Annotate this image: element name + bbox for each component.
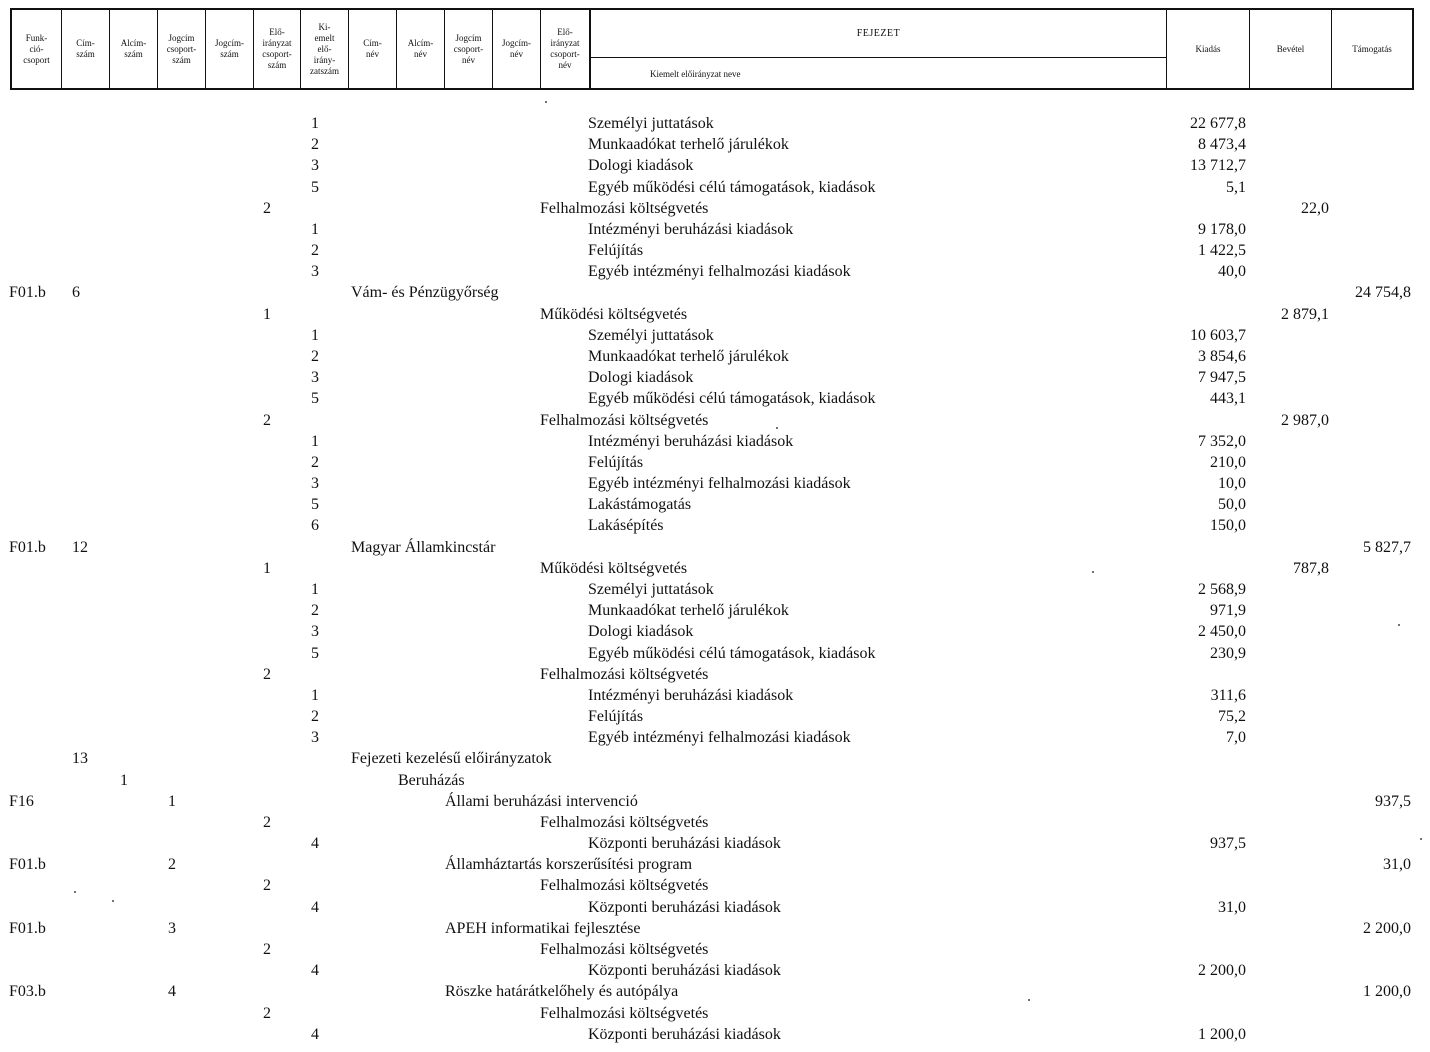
header-fejezet-divider — [590, 10, 1167, 88]
item-name-cell: Lakásépítés — [588, 517, 664, 535]
cim-szam-cell: 6 — [72, 284, 80, 302]
header-eloiranyzat-csoport-szam: Elő- irányzat csoport- szám — [254, 10, 301, 88]
item-name-cell: Beruházás — [398, 771, 465, 789]
kiadas-value: 971,9 — [1210, 602, 1246, 620]
header-jogcim-nev: Jogcím- név — [493, 10, 541, 88]
kiadas-value: 22 677,8 — [1190, 115, 1246, 132]
header-bevetel: Bevétel — [1250, 10, 1332, 88]
kiadas-value: 230,9 — [1210, 644, 1246, 662]
header-kiemelt-eloiranyzat-szam: Ki- emelt elő- irány- zatszám — [301, 10, 349, 88]
item-name-cell: Felhalmozási költségvetés — [540, 199, 709, 217]
scan-speck — [776, 427, 778, 429]
jogcim-csoport-szam-cell: 2 — [168, 856, 176, 874]
kiemelt-eloiranyzat-szam-cell: 1 — [311, 580, 319, 598]
table-row — [0, 367, 1430, 388]
item-name-cell: Működési költségvetés — [540, 305, 688, 323]
item-name-cell: Dologi kiadások — [588, 623, 694, 641]
kiadas-value: 937,5 — [1210, 835, 1246, 853]
scan-speck — [1028, 999, 1030, 1001]
kiadas-value: 7,0 — [1226, 729, 1246, 747]
kiemelt-eloiranyzat-szam-cell: 5 — [311, 390, 319, 408]
table-row — [0, 177, 1430, 198]
kiadas-value: 2 568,9 — [1198, 580, 1246, 598]
item-name-cell: Felújítás — [588, 242, 644, 260]
kiadas-value: 13 712,7 — [1190, 157, 1246, 175]
table-row — [0, 854, 1430, 875]
item-name-cell: Felhalmozási költségvetés — [540, 941, 709, 959]
item-name-cell: Magyar Államkincstár — [351, 538, 496, 556]
scan-speck — [1398, 624, 1400, 626]
header-funkcio-csoport: Funk- ció- csoport — [12, 10, 62, 88]
item-name-cell: Állami beruházási intervenció — [445, 792, 638, 810]
header-jogcim-csoport-szam: Jogcím csoport- szám — [158, 10, 206, 88]
header-cim-nev: Cím- név — [349, 10, 397, 88]
table-row — [0, 452, 1430, 473]
kiemelt-eloiranyzat-szam-cell: 4 — [311, 835, 319, 853]
table-row — [0, 388, 1430, 409]
item-name-cell: Központi beruházási kiadások — [588, 898, 781, 916]
item-name-cell: Felújítás — [588, 453, 644, 471]
item-name-cell: Munkaadókat terhelő járulékok — [588, 602, 789, 620]
header-tamogatas: Támogatás — [1352, 43, 1392, 54]
kiemelt-eloiranyzat-szam-cell: 1 — [311, 432, 319, 450]
tamogatas-value: 31,0 — [1383, 856, 1411, 874]
table-row — [0, 664, 1430, 685]
table-row — [0, 897, 1430, 918]
item-name-cell: Felhalmozási költségvetés — [540, 411, 709, 429]
table-row — [0, 812, 1430, 833]
scan-speck — [74, 891, 76, 893]
table-row — [0, 918, 1430, 939]
item-name-cell: Felújítás — [588, 708, 644, 726]
table-row — [0, 558, 1430, 579]
item-name-cell: Munkaadókat terhelő járulékok — [588, 347, 789, 365]
tamogatas-value: 1 200,0 — [1363, 983, 1411, 1001]
item-name-cell: APEH informatikai fejlesztése — [445, 919, 641, 937]
kiemelt-eloiranyzat-szam-cell: 6 — [311, 517, 319, 535]
table-row — [0, 981, 1430, 1002]
eloiranyzat-csoport-szam-cell: 2 — [263, 941, 271, 959]
item-name-cell: Intézményi beruházási kiadások — [588, 220, 794, 238]
kiemelt-eloiranyzat-szam-cell: 3 — [311, 263, 319, 281]
tamogatas-value: 2 200,0 — [1363, 919, 1411, 937]
scan-speck — [112, 900, 114, 902]
kiadas-value: 3 854,6 — [1198, 347, 1246, 365]
kiadas-value: 10 603,7 — [1190, 326, 1246, 344]
item-name-cell: Intézményi beruházási kiadások — [588, 432, 794, 450]
kiemelt-eloiranyzat-szam-cell: 3 — [311, 729, 319, 747]
jogcim-csoport-szam-cell: 1 — [168, 792, 176, 810]
alcim-szam-cell: 1 — [120, 771, 128, 789]
item-name-cell: Központi beruházási kiadások — [588, 1025, 781, 1043]
kiemelt-eloiranyzat-szam-cell: 2 — [311, 602, 319, 620]
table-row — [0, 791, 1430, 812]
item-name-cell: Dologi kiadások — [588, 157, 694, 175]
bevetel-value: 2 987,0 — [1281, 411, 1329, 429]
item-name-cell: Felhalmozási költségvetés — [540, 813, 709, 831]
table-row — [0, 473, 1430, 494]
item-name-cell: Központi beruházási kiadások — [588, 962, 781, 980]
item-name-cell: Egyéb működési célú támogatások, kiadások — [588, 390, 876, 408]
header-jogcim-csoport-nev: Jogcím csoport- név — [445, 10, 493, 88]
kiemelt-eloiranyzat-szam-cell: 2 — [311, 708, 319, 726]
table-row — [0, 219, 1430, 240]
kiadas-value: 7 947,5 — [1198, 369, 1246, 387]
item-name-cell: Egyéb működési célú támogatások, kiadások — [588, 178, 876, 196]
table-row — [0, 727, 1430, 748]
eloiranyzat-csoport-szam-cell: 2 — [263, 199, 271, 217]
item-name-cell: Egyéb működési célú támogatások, kiadások — [588, 644, 876, 662]
kiemelt-eloiranyzat-szam-cell: 4 — [311, 962, 319, 980]
item-name-cell: Személyi juttatások — [588, 326, 714, 344]
item-name-cell: Felhalmozási költségvetés — [540, 877, 709, 895]
table-row — [0, 579, 1430, 600]
kiemelt-eloiranyzat-szam-cell: 5 — [311, 644, 319, 662]
table-row — [0, 643, 1430, 664]
bevetel-value: 787,8 — [1293, 559, 1329, 577]
kiadas-value: 150,0 — [1210, 517, 1246, 535]
table-row — [0, 346, 1430, 367]
item-name-cell: Személyi juttatások — [588, 115, 714, 132]
kiadas-value: 8 473,4 — [1198, 136, 1246, 154]
item-name-cell: Államháztartás korszerűsítési program — [445, 856, 693, 874]
kiemelt-eloiranyzat-szam-cell: 2 — [311, 453, 319, 471]
item-name-cell: Felhalmozási költségvetés — [540, 1004, 709, 1022]
kiadas-value: 31,0 — [1218, 898, 1246, 916]
kiadas-value: 1 200,0 — [1198, 1025, 1246, 1043]
kiadas-value: 40,0 — [1218, 263, 1246, 281]
table-row — [0, 282, 1430, 303]
kiemelt-eloiranyzat-szam-cell: 2 — [311, 347, 319, 365]
cim-szam-cell: 13 — [72, 750, 88, 768]
header-cim-szam: Cím- szám — [62, 10, 110, 88]
kiadas-value: 10,0 — [1218, 475, 1246, 493]
header-eloiranyzat-csoport-nev: Elő- irányzat csoport- név — [541, 10, 590, 88]
item-name-cell: Felhalmozási költségvetés — [540, 665, 709, 683]
kiemelt-eloiranyzat-szam-cell: 3 — [311, 369, 319, 387]
item-name-cell: Működési költségvetés — [540, 559, 688, 577]
eloiranyzat-csoport-szam-cell: 2 — [263, 1004, 271, 1022]
header-alcim-szam: Alcím- szám — [110, 10, 158, 88]
item-name-cell: Lakástámogatás — [588, 496, 692, 514]
table-row — [0, 515, 1430, 536]
table-row — [0, 833, 1430, 854]
table-row — [0, 685, 1430, 706]
item-name-cell: Egyéb intézményi felhalmozási kiadások — [588, 263, 851, 281]
table-row — [0, 537, 1430, 558]
table-row — [0, 155, 1430, 176]
table-row — [0, 875, 1430, 896]
kiemelt-eloiranyzat-szam-cell: 1 — [311, 115, 319, 132]
item-name-cell: Vám- és Pénzügyőrség — [351, 284, 499, 302]
table-row — [0, 325, 1430, 346]
item-name-cell: Röszke határátkelőhely és autópálya — [445, 983, 679, 1001]
eloiranyzat-csoport-szam-cell: 2 — [263, 813, 271, 831]
funkcio-csoport-cell: F01.b — [9, 538, 46, 556]
kiemelt-eloiranyzat-szam-cell: 3 — [311, 623, 319, 641]
item-name-cell: Személyi juttatások — [588, 580, 714, 598]
funkcio-csoport-cell: F01.b — [9, 284, 46, 302]
table-row — [0, 621, 1430, 642]
table-row — [0, 748, 1430, 769]
scan-speck — [545, 101, 547, 103]
jogcim-csoport-szam-cell: 3 — [168, 919, 176, 937]
kiemelt-eloiranyzat-szam-cell: 5 — [311, 496, 319, 514]
kiadas-value: 1 422,5 — [1198, 242, 1246, 260]
table-row — [0, 1024, 1430, 1045]
kiadas-value: 5,1 — [1226, 178, 1246, 196]
kiemelt-eloiranyzat-szam-cell: 1 — [311, 686, 319, 704]
kiadas-value: 7 352,0 — [1198, 432, 1246, 450]
table-row — [0, 304, 1430, 325]
header-jogcim-szam: Jogcím- szám — [206, 10, 254, 88]
funkcio-csoport-cell: F16 — [9, 792, 34, 810]
kiemelt-eloiranyzat-szam-cell: 3 — [311, 475, 319, 493]
item-name-cell: Fejezeti kezelésű előirányzatok — [351, 750, 552, 768]
kiadas-value: 9 178,0 — [1198, 220, 1246, 238]
table-row — [0, 134, 1430, 155]
kiadas-value: 2 450,0 — [1198, 623, 1246, 641]
kiemelt-eloiranyzat-szam-cell: 1 — [311, 220, 319, 238]
item-name-cell: Egyéb intézményi felhalmozási kiadások — [588, 729, 851, 747]
bevetel-value: 22,0 — [1301, 199, 1329, 217]
eloiranyzat-csoport-szam-cell: 2 — [263, 411, 271, 429]
item-name-cell: Egyéb intézményi felhalmozási kiadások — [588, 475, 851, 493]
kiemelt-eloiranyzat-szam-cell: 4 — [311, 1025, 319, 1043]
bevetel-value: 2 879,1 — [1281, 305, 1329, 323]
item-name-cell: Intézményi beruházási kiadások — [588, 686, 794, 704]
kiemelt-eloiranyzat-szam-cell: 4 — [311, 898, 319, 916]
eloiranyzat-csoport-szam-cell: 1 — [263, 559, 271, 577]
table-row — [0, 113, 1430, 134]
item-name-cell: Munkaadókat terhelő járulékok — [588, 136, 789, 154]
table-row — [0, 261, 1430, 282]
kiemelt-eloiranyzat-szam-cell: 5 — [311, 178, 319, 196]
kiadas-value: 2 200,0 — [1198, 962, 1246, 980]
funkcio-csoport-cell: F01.b — [9, 919, 46, 937]
table-row — [0, 410, 1430, 431]
header-fejezet: FEJEZET — [590, 10, 1167, 58]
header-alcim-nev: Alcím- név — [397, 10, 445, 88]
eloiranyzat-csoport-szam-cell: 1 — [263, 305, 271, 323]
funkcio-csoport-cell: F03.b — [9, 983, 46, 1001]
scan-speck — [1092, 571, 1094, 573]
scan-speck — [1420, 838, 1422, 840]
item-name-cell: Dologi kiadások — [588, 369, 694, 387]
kiadas-value: 75,2 — [1218, 708, 1246, 726]
kiadas-value: 50,0 — [1218, 496, 1246, 514]
eloiranyzat-csoport-szam-cell: 2 — [263, 665, 271, 683]
header-kiadas: Kiadás — [1167, 10, 1250, 88]
table-row — [0, 240, 1430, 261]
eloiranyzat-csoport-szam-cell: 2 — [263, 877, 271, 895]
kiadas-value: 210,0 — [1210, 453, 1246, 471]
tamogatas-value: 5 827,7 — [1363, 538, 1411, 556]
kiadas-value: 443,1 — [1210, 390, 1246, 408]
table-row — [0, 1003, 1430, 1024]
table-row — [0, 770, 1430, 791]
table-row — [0, 706, 1430, 727]
funkcio-csoport-cell: F01.b — [9, 856, 46, 874]
header-kiemelt-nev: Kiemelt előirányzat neve — [650, 69, 741, 79]
kiemelt-eloiranyzat-szam-cell: 1 — [311, 326, 319, 344]
tamogatas-value: 937,5 — [1375, 792, 1411, 810]
table-row — [0, 198, 1430, 219]
kiemelt-eloiranyzat-szam-cell: 2 — [311, 242, 319, 260]
table-row — [0, 494, 1430, 515]
item-name-cell: Központi beruházási kiadások — [588, 835, 781, 853]
table-row — [0, 431, 1430, 452]
kiemelt-eloiranyzat-szam-cell: 3 — [311, 157, 319, 175]
kiemelt-eloiranyzat-szam-cell: 2 — [311, 136, 319, 154]
cim-szam-cell: 12 — [72, 538, 88, 556]
tamogatas-value: 24 754,8 — [1355, 284, 1411, 302]
kiadas-value: 311,6 — [1210, 686, 1246, 704]
table-header — [10, 8, 1414, 90]
table-row — [0, 939, 1430, 960]
table-row — [0, 960, 1430, 981]
table-row — [0, 600, 1430, 621]
jogcim-csoport-szam-cell: 4 — [168, 983, 176, 1001]
